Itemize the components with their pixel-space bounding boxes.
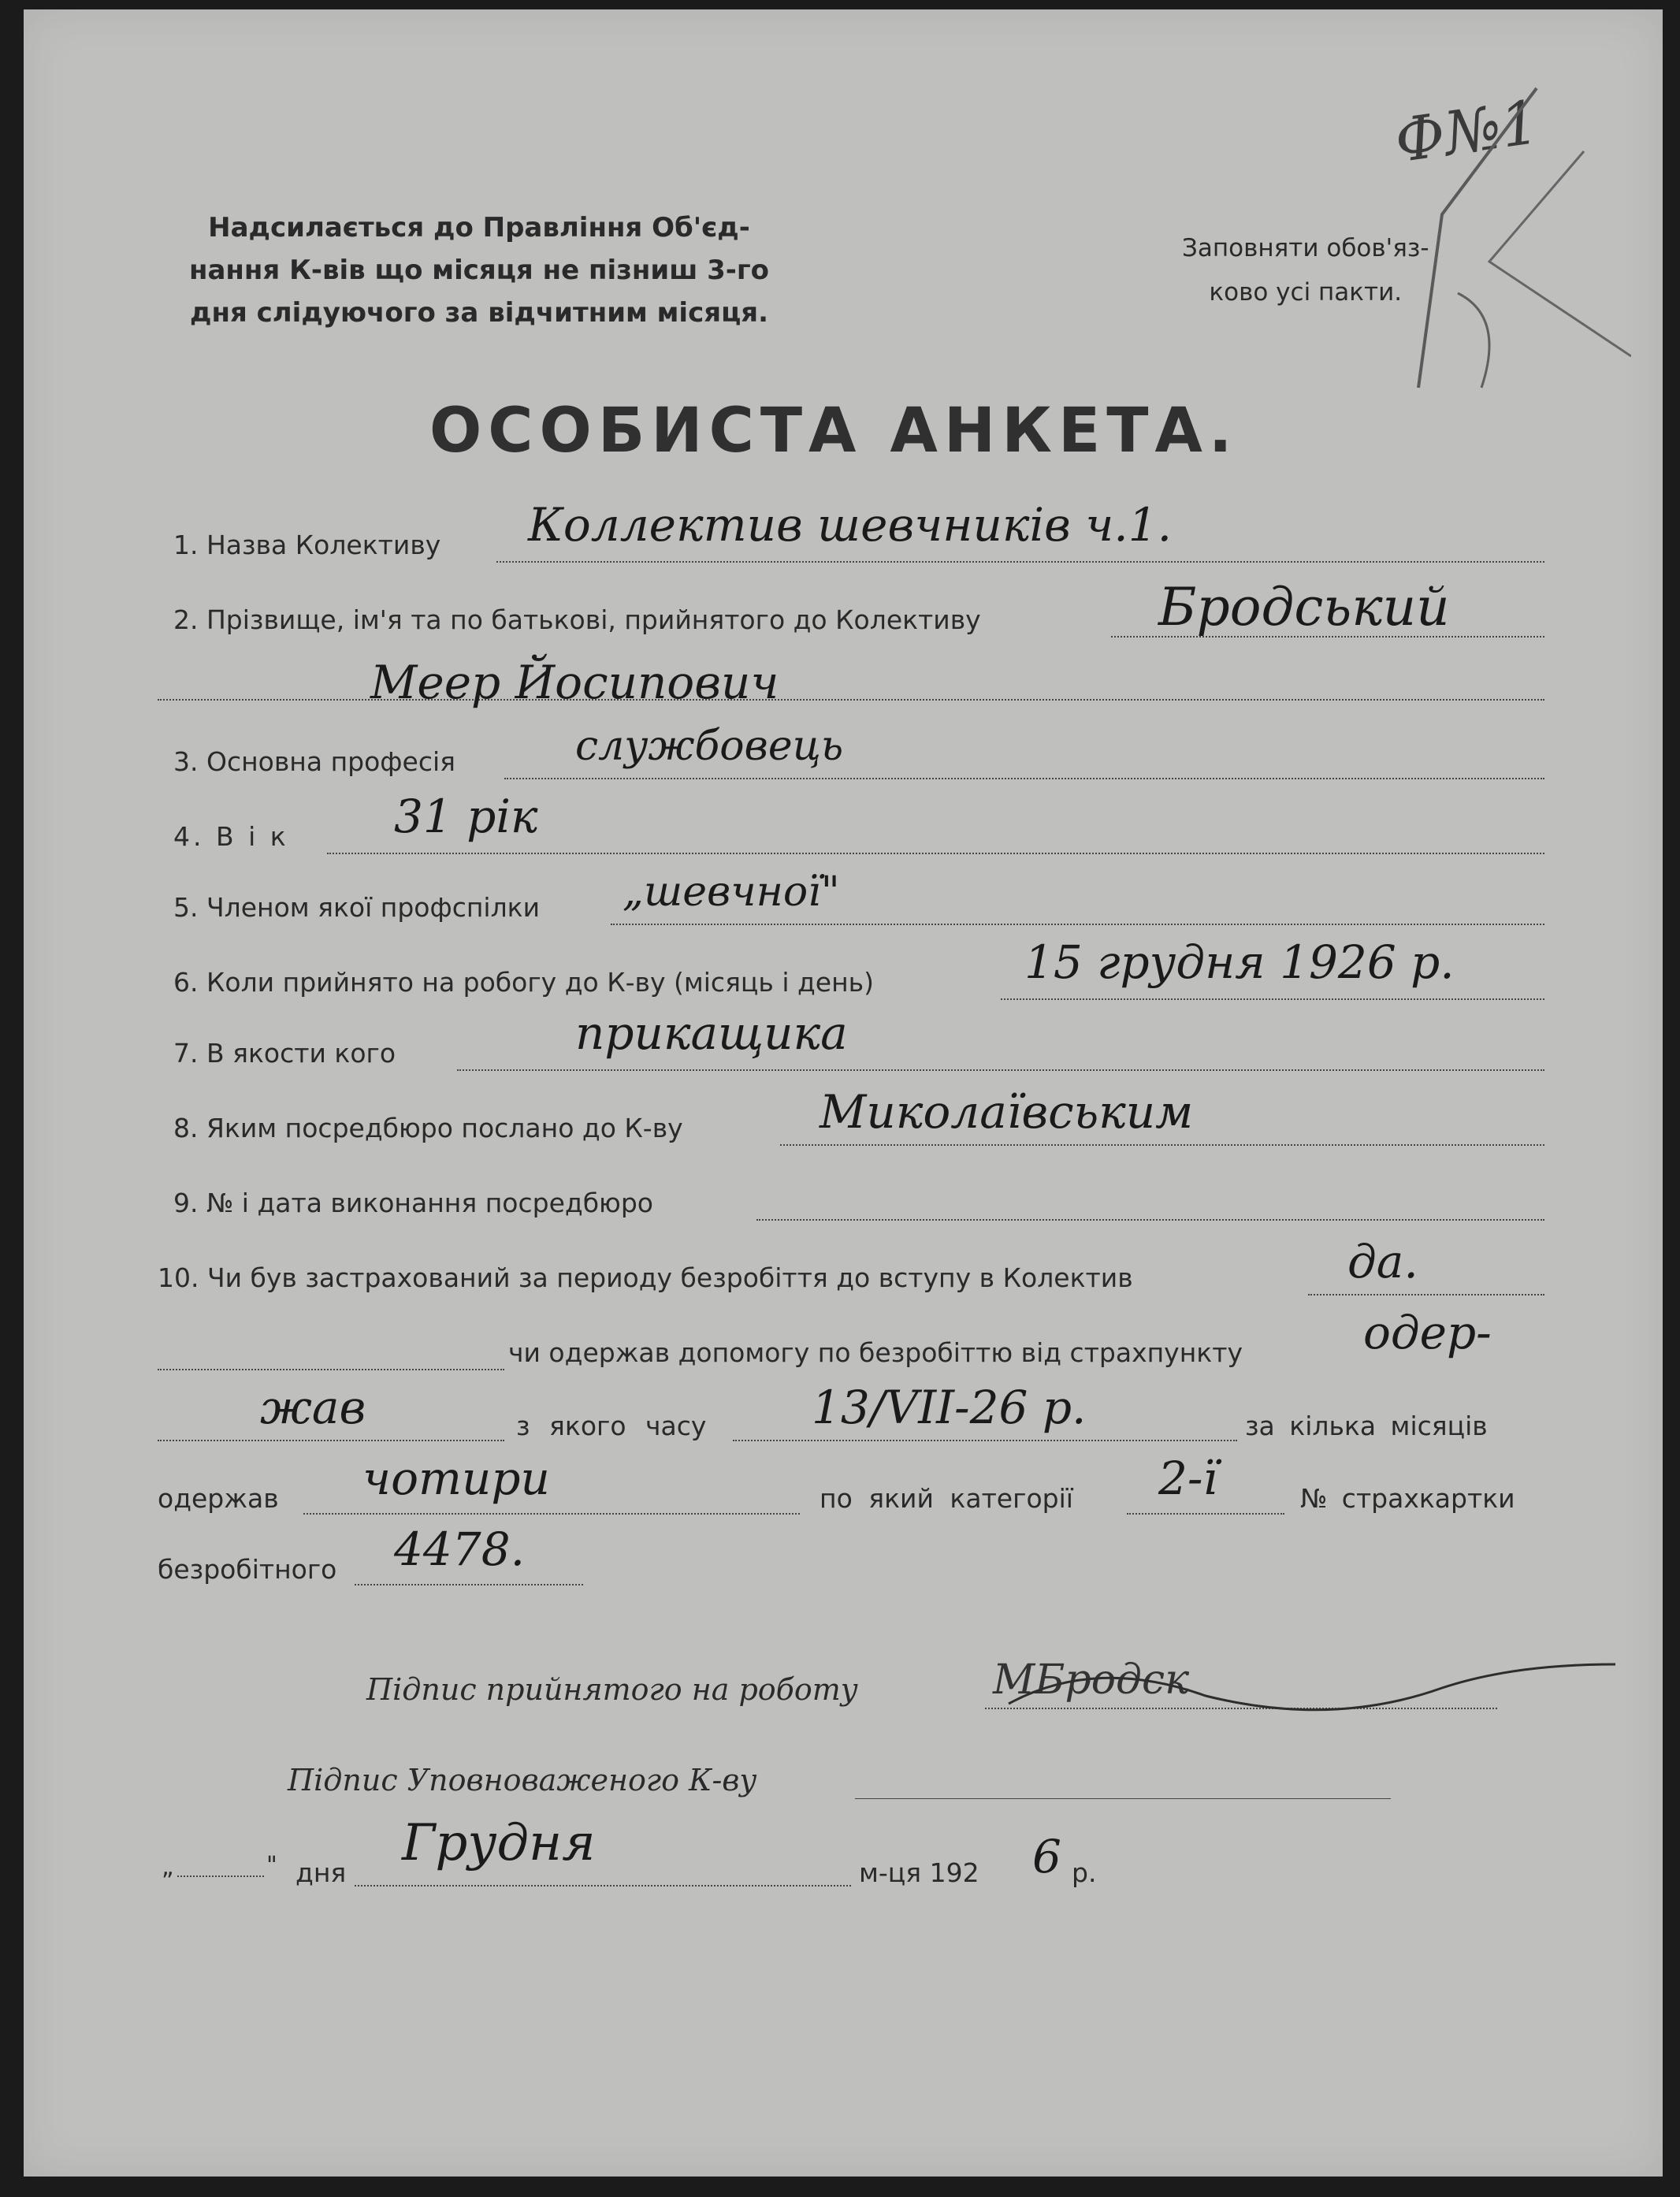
month-label: м-ця 192 (859, 1857, 979, 1888)
field-label-4: 4. В і к (173, 821, 289, 852)
field-line-1 (496, 561, 1544, 563)
month-line (355, 1885, 851, 1887)
notice-left-line-3: дня слідуючого за відчитним місяця. (190, 297, 769, 329)
day-label: дня (295, 1857, 347, 1888)
field-line-8 (780, 1144, 1544, 1146)
help-label: чи одержав допомогу по безробіттю від страхпункту (508, 1337, 1243, 1368)
help-value-b: жав (260, 1381, 366, 1434)
notice-left (189, 206, 769, 334)
insurance-line-b1 (158, 1440, 504, 1441)
authorized-signature-label: Підпис Уповноваженого К-ву (288, 1763, 757, 1797)
notice-right-line-1: Заповняти обов'яз- (1182, 234, 1429, 262)
field-value-10: да. (1347, 1235, 1418, 1288)
card-value: 4478. (394, 1522, 526, 1576)
field-value-2: Бродський (1158, 577, 1450, 638)
insurance-line-c1 (303, 1513, 800, 1515)
field-label-10: 10. Чи був застрахований за периоду безробіття до вступу в Колектив (158, 1262, 1133, 1293)
notice-right-line-2: ково усі пакти. (1209, 278, 1403, 307)
help-value-a: одер- (1363, 1306, 1492, 1359)
field-value-4: 31 рік (394, 790, 538, 843)
month-value: Грудня (402, 1814, 596, 1872)
since-label: з якого часу (516, 1411, 707, 1441)
document-sheet (24, 9, 1663, 2177)
field-value-2b: Меер Йосипович (370, 656, 779, 709)
date-day-line (177, 1875, 264, 1877)
months-value: чотири (362, 1452, 550, 1505)
year-digit: 6 (1032, 1830, 1061, 1883)
field-label-7: 7. В якости кого (173, 1038, 396, 1069)
field-label-8: 8. Яким посредбюро послано до К-ву (173, 1113, 683, 1143)
field-line-6 (1001, 998, 1544, 1000)
authorized-signature-line (855, 1798, 1391, 1799)
insurance-line-c2 (1127, 1513, 1284, 1515)
field-label-3: 3. Основна професія (173, 746, 455, 777)
field-line-9 (756, 1219, 1544, 1221)
insurance-line-b2 (733, 1440, 1237, 1441)
notice-left-line-2: нання К-вів що місяця не пізниш 3-го (189, 255, 770, 286)
field-line-7 (457, 1069, 1544, 1071)
field-value-5: „шевчної" (623, 868, 840, 916)
field-value-8: Миколаївським (820, 1085, 1194, 1139)
hired-signature-label: Підпис прийнятого на роботу (366, 1672, 858, 1707)
insurance-line-a (158, 1369, 504, 1370)
unemployed-label: безробітного (158, 1554, 337, 1585)
date-quote: " (266, 1852, 277, 1879)
since-value: 13/VII-26 р. (812, 1381, 1087, 1434)
field-label-2: 2. Прізвище, ім'я та по батькові, прийнятого до Колективу (173, 604, 981, 635)
field-line-3 (504, 778, 1544, 779)
hired-signature-flourish (1001, 1641, 1631, 1735)
date-quote-open: „ (162, 1853, 174, 1881)
archive-pencil-marks (1300, 57, 1631, 498)
field-value-6: 15 грудня 1926 р. (1024, 935, 1455, 989)
archive-mark: Ф№1 (1390, 86, 1544, 177)
year-suffix: р. (1072, 1857, 1097, 1888)
months-label: за кілька місяців (1245, 1411, 1488, 1441)
field-value-7: прикащика (575, 1006, 848, 1060)
hired-signature: МБродск (993, 1656, 1190, 1704)
field-label-6: 6. Коли прийнято на робогу до К-ву (місяць і день) (173, 967, 875, 998)
page-title: ОСОБИСТА АНКЕТА. (429, 396, 1239, 467)
notice-left-line-1: Надсилається до Правління Об'єд- (208, 212, 750, 243)
card-label: № страхкартки (1300, 1483, 1515, 1514)
field-label-9: 9. № і дата виконання посредбюро (173, 1188, 653, 1218)
field-line-10 (1308, 1294, 1544, 1296)
insurance-line-d (355, 1584, 583, 1585)
field-value-1: Коллектив шевчників ч.1. (528, 498, 1173, 552)
received-label: одержав (158, 1483, 279, 1514)
field-line-2b (158, 699, 1544, 701)
field-value-3: службовець (575, 723, 844, 770)
field-label-5: 5. Членом якої профспілки (173, 892, 541, 923)
field-label-1: 1. Назва Колективу (173, 530, 441, 560)
field-line-4 (327, 853, 1544, 854)
category-value: 2-ї (1158, 1452, 1218, 1505)
category-label: по який категорії (820, 1483, 1073, 1514)
field-line-5 (611, 924, 1544, 925)
